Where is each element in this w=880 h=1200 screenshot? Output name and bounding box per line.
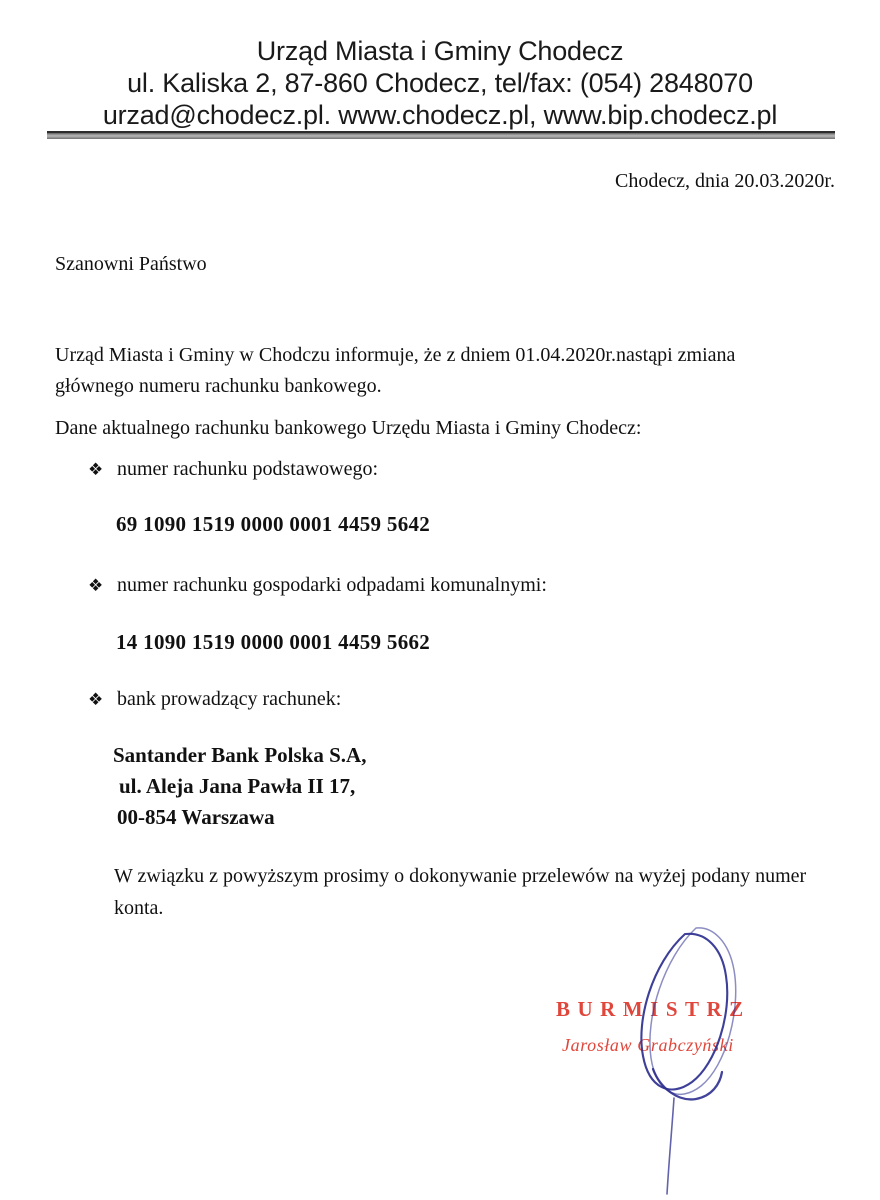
list-item-label: bank prowadzący rachunek: bbox=[117, 688, 342, 710]
list-item bbox=[88, 456, 378, 483]
diamond-bullet-icon: ❖ bbox=[88, 690, 104, 709]
letterhead-address: ul. Kaliska 2, 87-860 Chodecz, tel/fax: (054) 2848070 bbox=[127, 68, 753, 98]
intro-paragraph: Urząd Miasta i Gminy w Chodczu informuje, że z dniem 01.04.2020r.nastąpi zmiana głównego numeru rachunku bankowego. bbox=[55, 344, 736, 397]
salutation: Szanowni Państwo bbox=[55, 253, 207, 275]
bank-address-block bbox=[113, 740, 366, 833]
handwritten-signature bbox=[612, 922, 782, 1200]
letterhead-organization: Urząd Miasta i Gminy Chodecz bbox=[256, 36, 624, 66]
header-divider-rule bbox=[47, 131, 835, 140]
list-item bbox=[88, 572, 547, 599]
diamond-bullet-icon: ❖ bbox=[88, 460, 104, 479]
date-line: Chodecz, dnia 20.03.2020r. bbox=[615, 170, 835, 192]
diamond-bullet-icon: ❖ bbox=[88, 576, 104, 595]
list-item-label: numer rachunku podstawowego: bbox=[117, 458, 379, 480]
list-item-label: numer rachunku gospodarki odpadami komunalnymi: bbox=[117, 574, 547, 596]
account-number-primary: 69 1090 1519 0000 0001 4459 5642 bbox=[116, 512, 431, 536]
stamp-title: BURMISTRZ bbox=[556, 997, 751, 1021]
bank-name: Santander Bank Polska S.A, bbox=[113, 743, 367, 767]
letterhead bbox=[0, 36, 880, 131]
account-number-waste: 14 1090 1519 0000 0001 4459 5662 bbox=[116, 630, 431, 654]
details-heading: Dane aktualnego rachunku bankowego Urzędu Miasta i Gminy Chodecz: bbox=[55, 417, 642, 439]
letterhead-contacts: urzad@chodecz.pl. www.chodecz.pl, www.bip.chodecz.pl bbox=[102, 100, 778, 130]
bank-street: ul. Aleja Jana Pawła II 17, bbox=[119, 774, 356, 798]
stamp-signer-name: Jarosław Grabczyński bbox=[562, 1035, 734, 1055]
bank-city: 00-854 Warszawa bbox=[117, 805, 275, 829]
list-item bbox=[88, 686, 341, 713]
closing-paragraph: W związku z powyższym prosimy o dokonywanie przelewów na wyżej podany numer konta. bbox=[114, 865, 807, 919]
divider-body bbox=[47, 133, 835, 139]
